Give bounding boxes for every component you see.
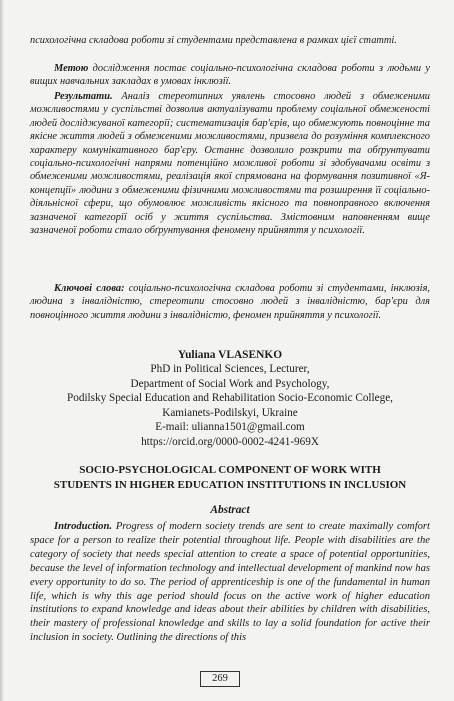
author-email: E-mail: ulianna1501@gmail.com: [155, 421, 305, 434]
introduction-text: Progress of modern society trends are sent to create maximally comfort space for a person to realize their potential throughout life. People with disabilities are the category of society that needs special attention to create a space of potential opportunities, because the level of information technology and intellectual development of mankind now has every opportunity to do so. The period of apprenticeship is one of the fundamental in human life, which is why this age period should focus on the active work of higher education institutions to expand knowledge and ideas about their abilities by children with disabilities, their mastery of professional knowledge and skills to lay a solid foundation for active their inclusion in society. Outlining the directions of this: [30, 521, 430, 644]
article-title-line-1: SOCIO-PSYCHOLOGICAL COMPONENT OF WORK WITH: [79, 464, 381, 476]
author-department: Department of Social Work and Psychology,: [130, 377, 330, 390]
introduction-paragraph: [30, 520, 430, 645]
keywords-label: Ключові слова:: [54, 283, 125, 294]
method-text: дослідження постає соціально-психологічна складова роботи з людьми у вищих навчальних закладах в умовах інклюзії.: [30, 63, 430, 88]
keywords-paragraph: [30, 282, 430, 322]
introduction-label: Introduction.: [54, 521, 112, 532]
article-title-line-2: STUDENTS IN HIGHER EDUCATION INSTITUTIONS IN INCLUSION: [53, 478, 407, 491]
author-degree: PhD in Political Sciences, Lecturer,: [150, 363, 310, 375]
abstract-heading: Abstract: [210, 504, 250, 516]
method-paragraph: [30, 62, 430, 89]
keywords-text: соціально-психологічна складова роботи зі студентами, інклюзія, людина з інвалідністю, стереотипи стосовно людей з інвалідністю, бар'єри для повноцінного життя людини з інвалідністю, феномен прийняття у психології.: [30, 283, 430, 321]
results-label: Результати.: [54, 91, 113, 102]
author-college: Podilsky Special Education and Rehabilitation Socio-Economic College,: [67, 392, 393, 405]
author-name: Yuliana VLASENKO: [177, 349, 283, 361]
author-city: Kamianets-Podilskyi, Ukraine: [162, 406, 298, 419]
intro-tail-paragraph: [30, 34, 430, 47]
page-spine-shadow: [0, 0, 4, 701]
results-paragraph: [30, 90, 430, 237]
intro-tail-text: психологічна складова роботи зі студентами представлена в рамках цієї статті.: [30, 35, 397, 46]
method-label: Метою: [54, 63, 89, 74]
author-orcid: https://orcid.org/0000-0002-4241-969X: [141, 435, 319, 448]
article-title: [30, 463, 430, 492]
author-block: [30, 348, 430, 450]
results-text: Аналіз стереотипних уявлень стосовно людей з обмеженими можливостями у суспільстві дозволив актуалізувати проблему соціальної обмеженості людей досліджуваної категорії; систематизація бар'єрів, що обмежують повноцінне та якісне життя людей з обмеженими можливостями, призвела до розуміння комплексного характеру комунікативного бар'єру. Останнє дозволило розкрити та обґрунтувати соціально-психологічні напрями потенційно можливої роботи зі здобувачами освіти з обмеженими можливостями, реалізація якої спрямована на формування позитивної «Я-концепції» людини з обмеженими фізичними можливостями та розширення її соціально-діяльнісної сфери, що обумовлює можливість якісного та повноправного включення зазначеної категорії осіб у життя суспільства. Змістовним наповненням вище зазначеної роботи стало обґрунтування феномену прийняття у психології.: [30, 91, 430, 237]
page-number: 269: [200, 671, 240, 687]
